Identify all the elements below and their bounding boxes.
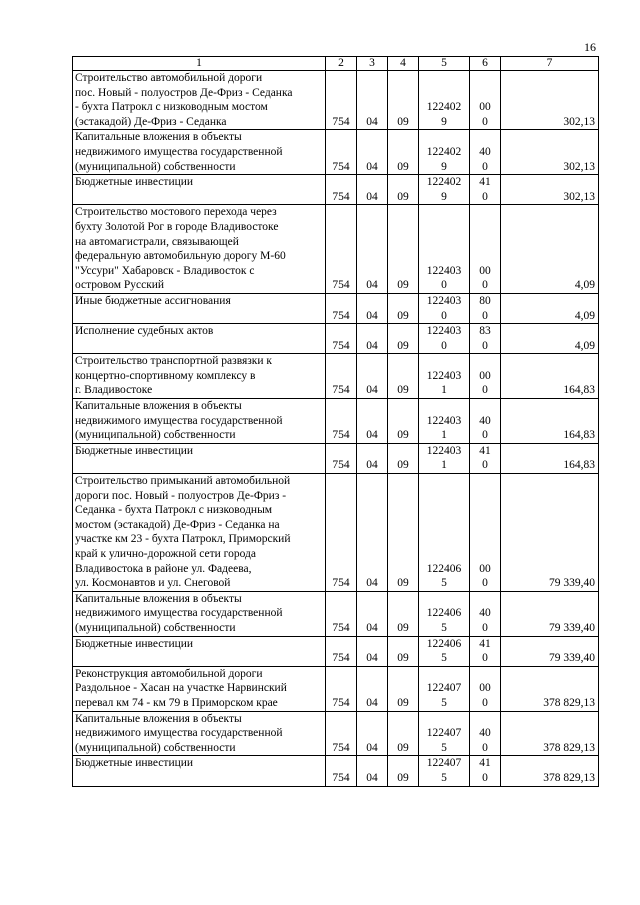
table-row — [73, 756, 599, 786]
row-code-4-cell: 09 — [388, 354, 419, 399]
row-code-2-cell: 754 — [326, 130, 357, 175]
row-code-3-cell: 04 — [357, 443, 388, 473]
row-code-6-cell: 41 0 — [470, 443, 501, 473]
table-header-row — [73, 57, 599, 71]
row-amount-cell: 4,09 — [501, 205, 599, 294]
row-amount-cell: 164,83 — [501, 354, 599, 399]
row-code-6-cell: 00 0 — [470, 71, 501, 130]
row-code-3-cell: 04 — [357, 666, 388, 711]
row-code-4-cell: 09 — [388, 293, 419, 323]
row-code-5-cell: 122402 9 — [419, 130, 470, 175]
row-code-4-cell: 09 — [388, 205, 419, 294]
row-code-6-cell: 83 0 — [470, 324, 501, 354]
row-amount-cell: 79 339,40 — [501, 474, 599, 592]
row-code-3-cell: 04 — [357, 474, 388, 592]
table-row — [73, 591, 599, 636]
header-col-4: 4 — [388, 57, 419, 71]
row-name-cell: Иные бюджетные ассигнования — [73, 293, 326, 323]
row-code-2-cell: 754 — [326, 756, 357, 786]
row-code-6-cell: 41 0 — [470, 175, 501, 205]
row-amount-cell: 164,83 — [501, 399, 599, 444]
row-name-cell: Строительство мостового перехода через бухту Золотой Рог в городе Владивостоке на автомагистрали, связывающей федеральную автомобильную дорогу М-60 "Уссури" Хабаровск - Владивосток с островом Русский — [73, 205, 326, 294]
row-amount-cell: 378 829,13 — [501, 756, 599, 786]
row-code-4-cell: 09 — [388, 666, 419, 711]
row-amount-cell: 79 339,40 — [501, 591, 599, 636]
row-code-2-cell: 754 — [326, 591, 357, 636]
row-code-3-cell: 04 — [357, 591, 388, 636]
row-code-4-cell: 09 — [388, 756, 419, 786]
row-name-cell: Строительство автомобильной дороги пос. Новый - полуостров Де-Фриз - Седанка - бухта Патрокл с низководным мостом (эстакадой) Де-Фриз - Седанка — [73, 71, 326, 130]
row-name-cell: Капитальные вложения в объекты недвижимого имущества государственной (муниципальной) собственности — [73, 591, 326, 636]
row-code-3-cell: 04 — [357, 293, 388, 323]
row-code-3-cell: 04 — [357, 354, 388, 399]
row-code-2-cell: 754 — [326, 324, 357, 354]
row-code-4-cell: 09 — [388, 711, 419, 756]
row-code-6-cell: 00 0 — [470, 474, 501, 592]
row-amount-cell: 164,83 — [501, 443, 599, 473]
row-code-5-cell: 122403 0 — [419, 293, 470, 323]
row-name-cell: Строительство транспортной развязки к концертно-спортивному комплексу в г. Владивостоке — [73, 354, 326, 399]
row-code-6-cell: 40 0 — [470, 591, 501, 636]
table-row — [73, 293, 599, 323]
row-code-2-cell: 754 — [326, 399, 357, 444]
row-code-2-cell: 754 — [326, 354, 357, 399]
row-code-5-cell: 122407 5 — [419, 711, 470, 756]
row-code-5-cell: 122403 1 — [419, 443, 470, 473]
row-code-6-cell: 40 0 — [470, 711, 501, 756]
row-code-5-cell: 122403 1 — [419, 354, 470, 399]
row-code-6-cell: 40 0 — [470, 130, 501, 175]
row-code-3-cell: 04 — [357, 636, 388, 666]
row-code-4-cell: 09 — [388, 636, 419, 666]
table-row — [73, 71, 599, 130]
row-code-5-cell: 122402 9 — [419, 175, 470, 205]
row-amount-cell: 79 339,40 — [501, 636, 599, 666]
table-row — [73, 205, 599, 294]
row-code-2-cell: 754 — [326, 711, 357, 756]
row-code-4-cell: 09 — [388, 591, 419, 636]
row-name-cell: Бюджетные инвестиции — [73, 636, 326, 666]
row-code-6-cell: 40 0 — [470, 399, 501, 444]
row-code-4-cell: 09 — [388, 324, 419, 354]
row-name-cell: Бюджетные инвестиции — [73, 175, 326, 205]
row-code-6-cell: 41 0 — [470, 636, 501, 666]
row-code-5-cell: 122403 1 — [419, 399, 470, 444]
row-code-5-cell: 122407 5 — [419, 666, 470, 711]
row-name-cell: Реконструкция автомобильной дороги Раздольное - Хасан на участке Нарвинский перевал км 74 - км 79 в Приморском крае — [73, 666, 326, 711]
row-code-3-cell: 04 — [357, 324, 388, 354]
row-name-cell: Капитальные вложения в объекты недвижимого имущества государственной (муниципальной) собственности — [73, 130, 326, 175]
row-code-5-cell: 122406 5 — [419, 474, 470, 592]
row-code-3-cell: 04 — [357, 205, 388, 294]
table-row — [73, 474, 599, 592]
row-amount-cell: 4,09 — [501, 293, 599, 323]
table-row — [73, 399, 599, 444]
row-name-cell: Строительство примыканий автомобильной дороги пос. Новый - полуостров Де-Фриз - Седанка - бухта Патрокл с низководным мостом (эстакадой) Де-Фриз - Седанка на участке км 23 - бухта Патрокл, Приморский край к улично-дорожной сети города Владивостока в районе ул. Фадеева, ул. Космонавтов и ул. Снеговой — [73, 474, 326, 592]
row-code-3-cell: 04 — [357, 175, 388, 205]
row-name-cell: Бюджетные инвестиции — [73, 443, 326, 473]
row-code-4-cell: 09 — [388, 175, 419, 205]
header-col-5: 5 — [419, 57, 470, 71]
row-code-4-cell: 09 — [388, 443, 419, 473]
row-code-6-cell: 00 0 — [470, 666, 501, 711]
header-col-2: 2 — [326, 57, 357, 71]
row-code-2-cell: 754 — [326, 474, 357, 592]
row-code-3-cell: 04 — [357, 399, 388, 444]
table-row — [73, 443, 599, 473]
header-col-3: 3 — [357, 57, 388, 71]
row-code-3-cell: 04 — [357, 711, 388, 756]
table-row — [73, 130, 599, 175]
table-row — [73, 324, 599, 354]
row-amount-cell: 302,13 — [501, 130, 599, 175]
row-amount-cell: 378 829,13 — [501, 711, 599, 756]
row-name-cell: Капитальные вложения в объекты недвижимого имущества государственной (муниципальной) собственности — [73, 399, 326, 444]
page-number: 16 — [584, 40, 596, 54]
row-amount-cell: 302,13 — [501, 175, 599, 205]
row-code-2-cell: 754 — [326, 666, 357, 711]
table-row — [73, 711, 599, 756]
row-code-2-cell: 754 — [326, 443, 357, 473]
row-code-5-cell: 122402 9 — [419, 71, 470, 130]
row-code-6-cell: 00 0 — [470, 354, 501, 399]
header-col-6: 6 — [470, 57, 501, 71]
row-code-4-cell: 09 — [388, 130, 419, 175]
row-code-2-cell: 754 — [326, 205, 357, 294]
row-code-2-cell: 754 — [326, 175, 357, 205]
table-row — [73, 354, 599, 399]
row-code-4-cell: 09 — [388, 71, 419, 130]
row-code-3-cell: 04 — [357, 756, 388, 786]
row-code-5-cell: 122403 0 — [419, 205, 470, 294]
header-col-1: 1 — [73, 57, 326, 71]
row-code-5-cell: 122407 5 — [419, 756, 470, 786]
row-code-6-cell: 00 0 — [470, 205, 501, 294]
row-name-cell: Исполнение судебных актов — [73, 324, 326, 354]
row-name-cell: Капитальные вложения в объекты недвижимого имущества государственной (муниципальной) собственности — [73, 711, 326, 756]
row-code-3-cell: 04 — [357, 130, 388, 175]
row-code-5-cell: 122403 0 — [419, 324, 470, 354]
header-col-7: 7 — [501, 57, 599, 71]
row-code-5-cell: 122406 5 — [419, 591, 470, 636]
row-code-6-cell: 80 0 — [470, 293, 501, 323]
row-amount-cell: 302,13 — [501, 71, 599, 130]
row-code-5-cell: 122406 5 — [419, 636, 470, 666]
row-code-2-cell: 754 — [326, 636, 357, 666]
row-code-3-cell: 04 — [357, 71, 388, 130]
row-code-4-cell: 09 — [388, 399, 419, 444]
table-row — [73, 666, 599, 711]
table-row — [73, 175, 599, 205]
row-name-cell: Бюджетные инвестиции — [73, 756, 326, 786]
row-amount-cell: 378 829,13 — [501, 666, 599, 711]
row-code-2-cell: 754 — [326, 71, 357, 130]
budget-table — [72, 56, 599, 787]
row-amount-cell: 4,09 — [501, 324, 599, 354]
row-code-6-cell: 41 0 — [470, 756, 501, 786]
table-row — [73, 636, 599, 666]
row-code-2-cell: 754 — [326, 293, 357, 323]
row-code-4-cell: 09 — [388, 474, 419, 592]
